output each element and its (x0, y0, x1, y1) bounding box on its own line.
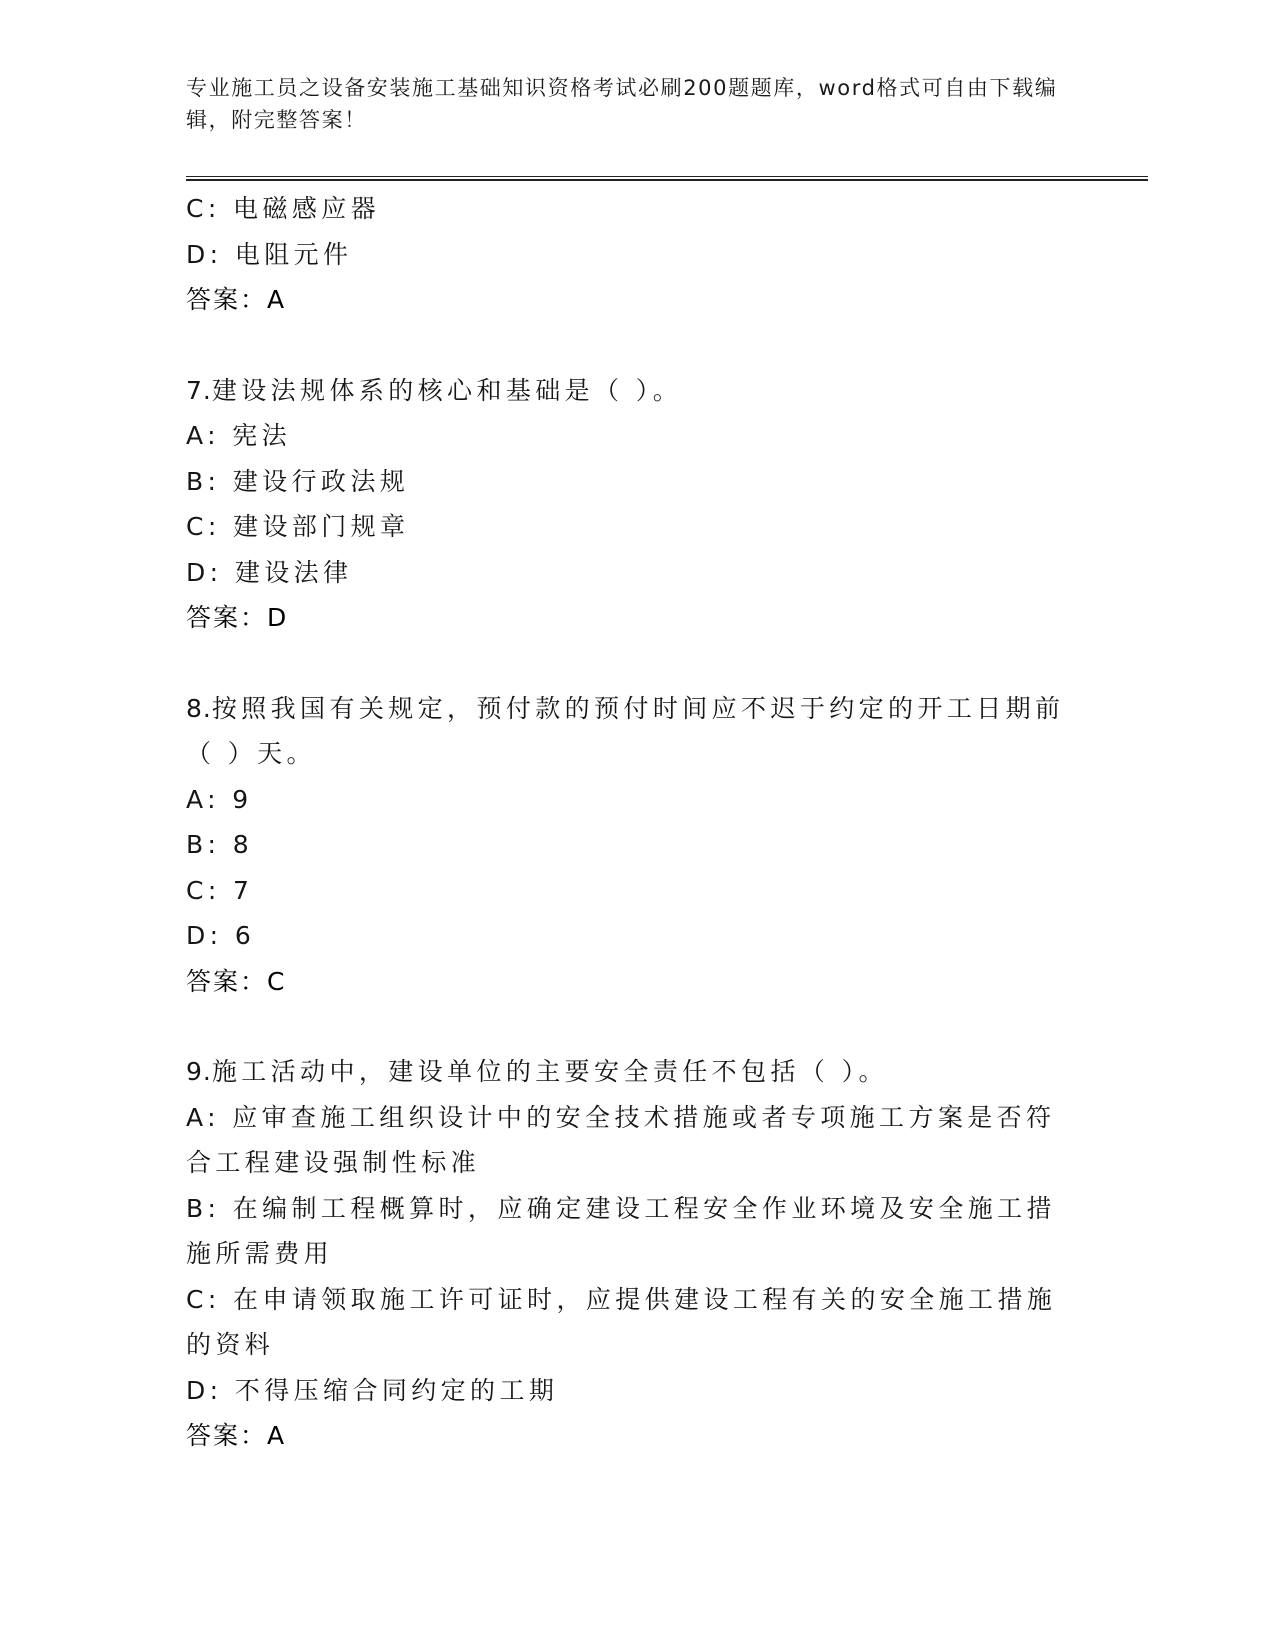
option-b: B: 建设行政法规 (186, 466, 410, 496)
option-d: D: 不得压缩合同约定的工期 (186, 1375, 559, 1405)
option-d: D: 建设法律 (186, 557, 353, 587)
question-7: 7.建设法规体系的核心和基础是（ ）。 (186, 375, 683, 405)
option-a: A: 9 (186, 784, 253, 814)
question-8: 8.按照我国有关规定，预付款的预付时间应不迟于约定的开工日期前（ ）天。 (186, 693, 1065, 768)
option-c: C: 电磁感应器 (186, 194, 381, 223)
option-d: D: 6 (186, 921, 256, 950)
answer-line: 答案：D (186, 603, 289, 632)
option-b: B: 8 (186, 830, 254, 859)
answer-line: 答案：C (186, 966, 287, 996)
header-divider (186, 176, 1148, 181)
option-b: B: 在编制工程概算时，应确定建设工程安全作业环境及安全施工措施所需费用 (186, 1193, 1056, 1268)
answer-line: 答案：A (186, 285, 287, 314)
answer-line: 答案：A (186, 1421, 287, 1450)
option-c: C: 7 (186, 875, 254, 905)
document-body (186, 186, 1066, 1459)
document-header: 专业施工员之设备安装施工基础知识资格考试必刷200题题库，word格式可自由下载编辑，附完整答案！ (186, 76, 1058, 132)
question-9: 9.施工活动中，建设单位的主要安全责任不包括（ ）。 (186, 1057, 888, 1086)
option-c: C: 建设部门规章 (186, 512, 410, 541)
option-d: D: 电阻元件 (186, 239, 353, 269)
option-a: A: 宪法 (186, 421, 292, 450)
option-a: A: 应审查施工组织设计中的安全技术措施或者专项施工方案是否符合工程建设强制性标准 (186, 1102, 1056, 1177)
option-c: C: 在申请领取施工许可证时，应提供建设工程有关的安全施工措施的资料 (186, 1284, 1057, 1359)
